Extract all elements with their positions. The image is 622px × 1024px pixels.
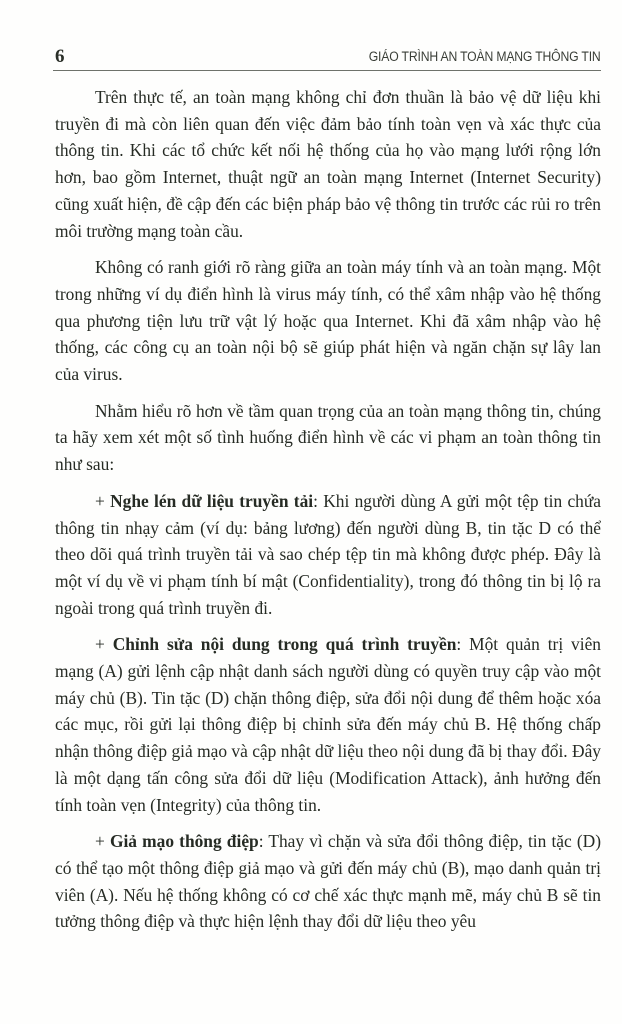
book-title: GIÁO TRÌNH AN TOÀN MẠNG THÔNG TIN: [369, 49, 601, 65]
scenario-term: Giả mạo thông điệp: [109, 831, 259, 852]
scenario-term: Chỉnh sửa nội dung trong quá trình truyền: [112, 634, 457, 655]
scenario-bullet: +: [95, 634, 113, 655]
scenario-term: Nghe lén dữ liệu truyền tải: [110, 490, 314, 511]
scenario-fabrication: [55, 828, 601, 935]
paragraph-computer-vs-network-security: Không có ranh giới rõ ràng giữa an toàn máy tính và an toàn mạng. Một trong những ví dụ điển hình là virus máy tính, có thể xâm nhập vào hệ thống qua phương tiện lưu trữ vật lý hoặc qua Internet. Khi đã xâm nhập vào hệ thống, các công cụ an toàn nội bộ sẽ giúp phát hiện và ngăn chặn sự lây lan của virus.: [55, 257, 601, 385]
scenario-eavesdropping: [55, 488, 601, 622]
paragraph-internet-security: Trên thực tế, an toàn mạng không chỉ đơn thuần là bảo vệ dữ liệu khi truyền đi mà còn liên quan đến việc đảm bảo tính toàn vẹn và xác thực của thông tin. Khi các tổ chức kết nối hệ thống của họ vào mạng lưới rộng lớn hơn, bao gồm Internet, thuật ngữ an toàn mạng Internet (Internet Security) cũng xuất hiện, đề cập đến các biện pháp bảo vệ thông tin trước các rủi ro trên môi trường mạng toàn cầu.: [55, 87, 601, 241]
paragraph-scenarios-intro: Nhằm hiểu rõ hơn về tầm quan trọng của an toàn mạng thông tin, chúng ta hãy xem xét một số tình huống điển hình về các vi phạm an toàn thông tin như sau:: [55, 400, 601, 475]
scenario-description: : Thay vì chặn và sửa đổi thông điệp, tin tặc (D) có thể tạo một thông điệp giả mạo và gửi đến máy chủ (B), mạo danh quản trị viên (A). Nếu hệ thống không có cơ chế xác thực mạnh mẽ, máy chủ B sẽ tin tưởng thông điệp và thực hiện lệnh thay đổi dữ liệu theo yêu: [55, 831, 602, 932]
scenario-description: : Khi người dùng A gửi một tệp tin chứa thông tin nhạy cảm (ví dụ: bảng lương) đến người dùng B, tin tặc D có thể theo dõi quá trình truyền tải và sao chép tệp tin mà không được phép. Đây là một ví dụ về vi phạm tính bí mật (Confidentiality), trong đó thông tin bị lộ ra ngoài trong quá trình truyền đi.: [55, 490, 602, 618]
page-body: [55, 84, 601, 945]
scenario-description: : Một quản trị viên mạng (A) gửi lệnh cập nhật danh sách người dùng có quyền truy cập vào một máy chủ (B). Tin tặc (D) chặn thông điệp, sửa đổi nội dung để thêm hoặc xóa các mục, rồi gửi lại thông điệp bị chỉnh sửa đến máy chủ B. Hệ thống chấp nhận thông điệp giả mạo và cập nhật dữ liệu theo nội dung đã bị thay đổi. Đây là một dạng tấn công sửa đổi dữ liệu (Modification Attack), ảnh hưởng đến tính toàn vẹn (Integrity) của thông tin.: [55, 634, 601, 815]
scenario-bullet: +: [95, 831, 110, 852]
scenario-bullet: +: [95, 490, 111, 511]
running-header: [53, 44, 601, 71]
page-number: 6: [55, 46, 65, 67]
scenario-modification: [55, 631, 601, 818]
